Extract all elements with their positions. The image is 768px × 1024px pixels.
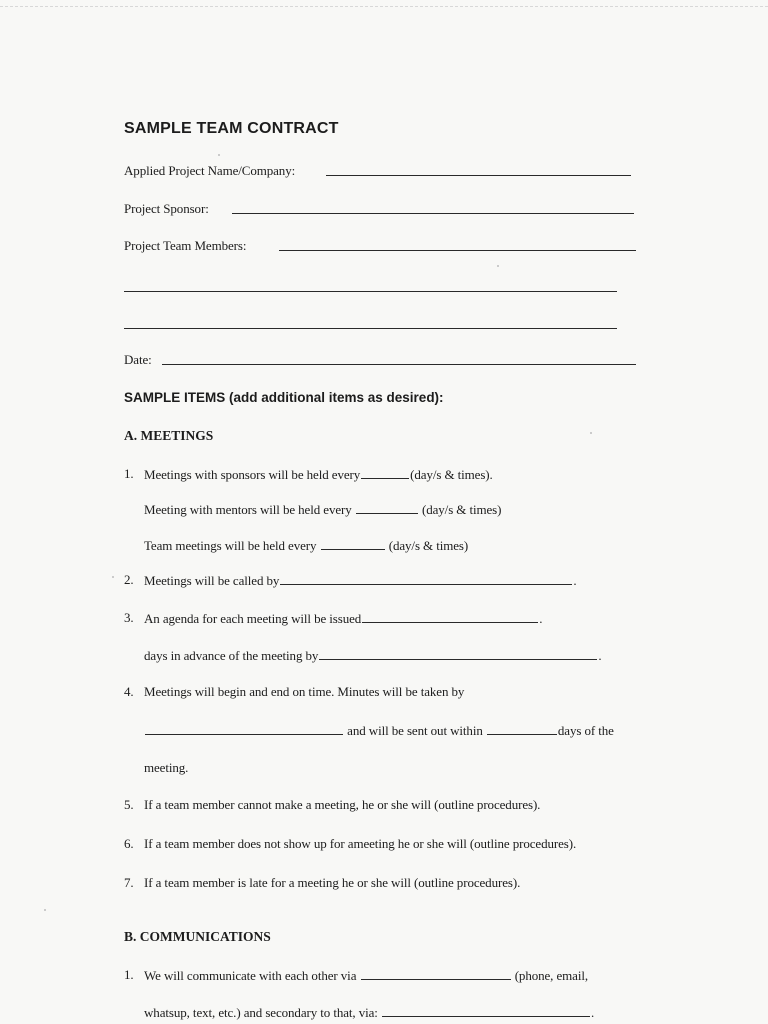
section-a-heading: A. MEETINGS	[124, 428, 214, 443]
communications-item-1b	[144, 1004, 594, 1021]
meetings-item-2	[144, 572, 576, 589]
meetings-item-3b	[144, 647, 601, 664]
item-number: 4.	[124, 684, 134, 699]
item-number: 7.	[124, 875, 134, 890]
applied-project-label: Applied Project Name/Company:	[124, 163, 296, 178]
sponsor-meeting-blank[interactable]	[361, 466, 409, 479]
item-text: (day/s & times)	[388, 538, 469, 553]
item-text: .	[598, 648, 602, 663]
meetings-item-1c	[144, 537, 468, 554]
meetings-item-6: If a team member does not show up for ameeting he or she will (outline procedures).	[144, 836, 577, 851]
item-text: .	[573, 573, 577, 588]
meetings-item-1	[144, 466, 493, 483]
team-members-label: Project Team Members:	[124, 238, 247, 253]
item-number: 2.	[124, 572, 134, 587]
item-text: .	[539, 611, 543, 626]
item-text: days of the	[557, 723, 614, 738]
meetings-item-3	[144, 610, 542, 627]
item-text: .	[590, 1005, 595, 1020]
section-b-heading: B. COMMUNICATIONS	[124, 929, 271, 944]
date-field[interactable]	[162, 364, 636, 365]
item-number: 3.	[124, 610, 134, 625]
team-members-field-line-3[interactable]	[124, 328, 617, 329]
secondary-channel-blank[interactable]	[382, 1004, 590, 1017]
item-number: 1.	[124, 466, 134, 481]
team-meeting-blank[interactable]	[321, 537, 385, 550]
item-text: Meetings with sponsors will be held every	[144, 467, 361, 482]
minutes-taker-blank[interactable]	[145, 722, 343, 735]
item-text: and will be sent out within	[347, 723, 483, 738]
meetings-item-1b	[144, 501, 501, 518]
meetings-item-4: Meetings will begin and end on time. Minutes will be taken by	[144, 684, 465, 699]
communications-item-1	[144, 967, 588, 984]
scan-speck	[497, 265, 499, 267]
scan-speck	[590, 432, 592, 434]
item-number: 5.	[124, 797, 134, 812]
scan-speck	[218, 154, 220, 156]
item-number: 6.	[124, 836, 134, 851]
project-sponsor-field[interactable]	[232, 213, 634, 214]
item-number: 1.	[124, 967, 134, 982]
meetings-item-4c: meeting.	[144, 760, 189, 775]
called-by-blank[interactable]	[280, 572, 572, 585]
mentor-meeting-blank[interactable]	[356, 501, 418, 514]
scan-edge	[0, 0, 768, 7]
item-text: We will communicate with each other via	[144, 968, 357, 983]
item-text: Team meetings will be held every	[144, 538, 317, 553]
agenda-issued-blank[interactable]	[362, 610, 538, 623]
item-text: Meeting with mentors will be held every	[144, 502, 352, 517]
agenda-by-blank[interactable]	[319, 647, 597, 660]
page-title: SAMPLE TEAM CONTRACT	[124, 120, 339, 137]
item-text: (day/s & times).	[410, 467, 493, 482]
meetings-item-5: If a team member cannot make a meeting, he or she will (outline procedures).	[144, 797, 541, 812]
item-text: days in advance of the meeting by	[144, 648, 319, 663]
item-text: An agenda for each meeting will be issued	[144, 611, 362, 626]
primary-channel-blank[interactable]	[361, 967, 511, 980]
team-members-field-line-2[interactable]	[124, 291, 617, 292]
item-text: (phone, email,	[514, 968, 589, 983]
date-label: Date:	[124, 352, 152, 367]
item-text: Meetings will be called by	[144, 573, 280, 588]
applied-project-field[interactable]	[326, 175, 631, 176]
team-members-field[interactable]	[279, 250, 636, 251]
project-sponsor-label: Project Sponsor:	[124, 201, 209, 216]
meetings-item-7: If a team member is late for a meeting he or she will (outline procedures).	[144, 875, 521, 890]
item-text: whatsup, text, etc.) and secondary to that, via:	[144, 1005, 378, 1020]
item-text: (day/s & times)	[421, 502, 502, 517]
scan-speck	[44, 909, 46, 911]
scan-speck	[112, 576, 114, 578]
meetings-item-4b	[144, 722, 614, 739]
sample-items-heading: SAMPLE ITEMS (add additional items as desired):	[124, 390, 444, 405]
minutes-days-blank[interactable]	[487, 722, 557, 735]
